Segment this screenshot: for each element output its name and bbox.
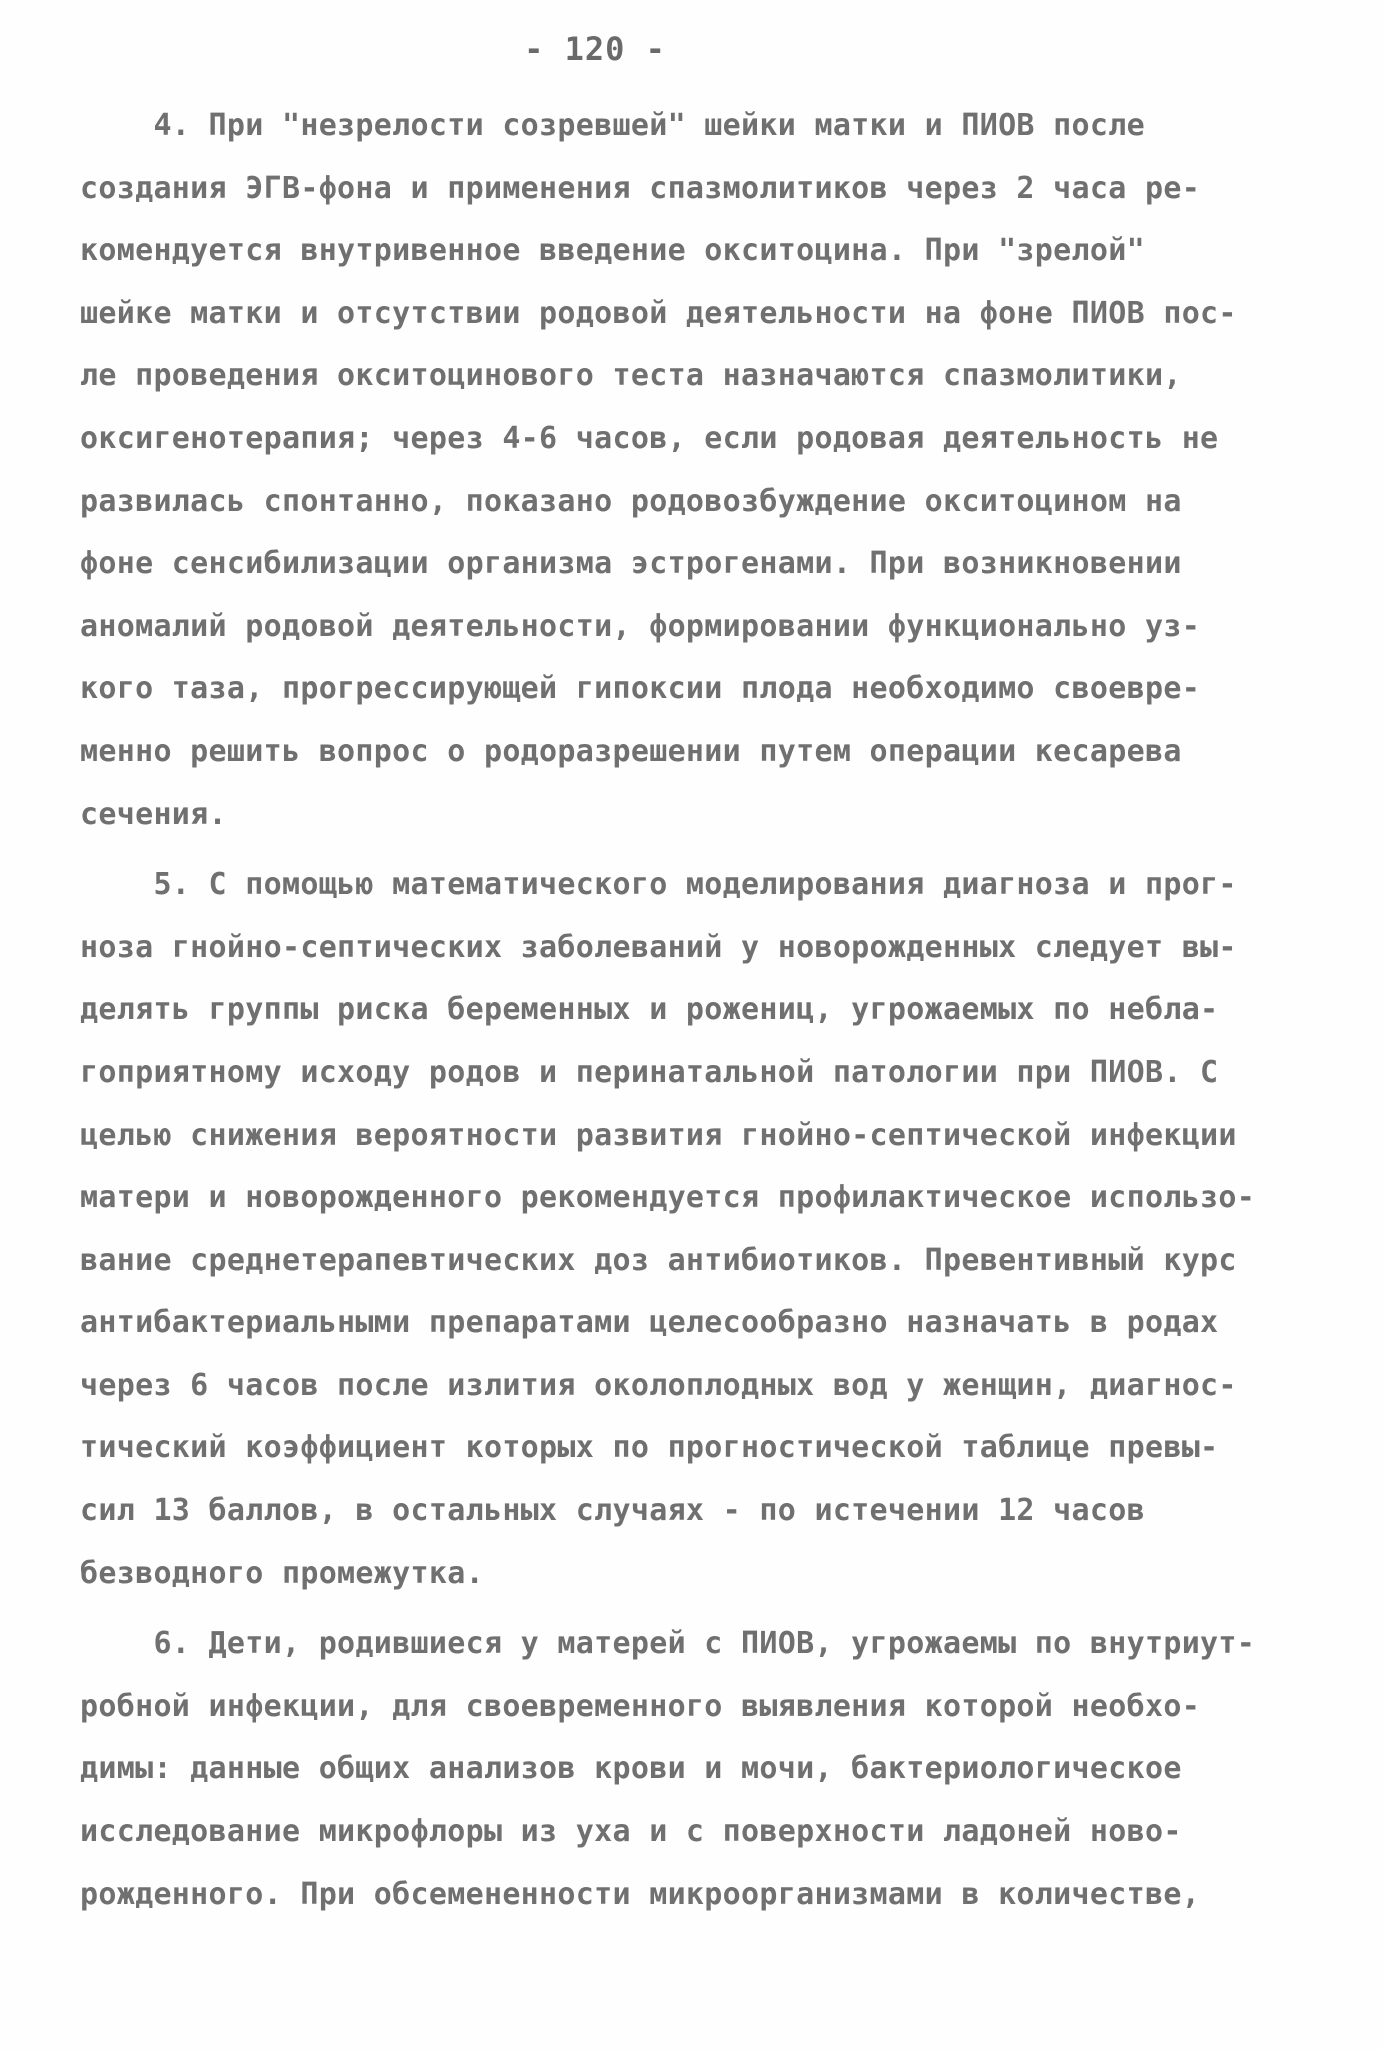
text-line: димы: данные общих анализов крови и мочи, бактериологическое: [80, 1751, 1182, 1787]
text-line: кого таза, прогрессирующей гипоксии плода необходимо своевре-: [80, 671, 1201, 707]
text-line: развилась спонтанно, показано родовозбуждение окситоцином на: [80, 483, 1182, 519]
page-number: - 120 -: [524, 30, 666, 68]
text-line: делять группы риска беременных и рожениц, угрожаемых по небла-: [80, 992, 1219, 1028]
text-line: аномалий родовой деятельности, формировании функционально уз-: [80, 608, 1201, 644]
paragraph-5: [80, 854, 1280, 1605]
text-line: ле проведения окситоцинового теста назначаются спазмолитики,: [80, 358, 1182, 394]
text-line: сечения.: [80, 796, 227, 832]
text-line: ноза гнойно-септических заболеваний у новорожденных следует вы-: [80, 929, 1237, 965]
text-line: оксигенотерапия; через 4-6 часов, если родовая деятельность не: [80, 420, 1219, 456]
paragraph-gap: [80, 1605, 1280, 1613]
text-line: антибактериальными препаратами целесообразно назначать в родах: [80, 1305, 1219, 1341]
text-line: 6. Дети, родившиеся у матерей с ПИОВ, угрожаемы по внутриут-: [80, 1626, 1256, 1662]
text-line: комендуется внутривенное введение окситоцина. При "зрелой": [80, 233, 1145, 269]
text-line: 5. С помощью математического моделирования диагноза и прог-: [80, 867, 1237, 903]
body-text: [80, 95, 1280, 1926]
text-line: менно решить вопрос о родоразрешении путем операции кесарева: [80, 733, 1182, 769]
text-line: шейке матки и отсутствии родовой деятельности на фоне ПИОВ пос-: [80, 295, 1237, 331]
text-line: создания ЭГВ-фона и применения спазмолитиков через 2 часа ре-: [80, 170, 1201, 206]
paragraph-6: [80, 1613, 1280, 1926]
text-line: робной инфекции, для своевременного выявления которой необхо-: [80, 1688, 1201, 1724]
paragraph-gap: [80, 846, 1280, 854]
text-line: 4. При "незрелости созревшей" шейки матки и ПИОВ после: [80, 108, 1145, 143]
text-line: сил 13 баллов, в остальных случаях - по истечении 12 часов: [80, 1493, 1145, 1529]
text-line: гоприятному исходу родов и перинатальной патологии при ПИОВ. С: [80, 1054, 1219, 1090]
text-line: через 6 часов после излития околоплодных вод у женщин, диагнос-: [80, 1367, 1237, 1403]
text-line: целью снижения вероятности развития гнойно-септической инфекции: [80, 1117, 1237, 1153]
text-line: вание среднетерапевтических доз антибиотиков. Превентивный курс: [80, 1242, 1237, 1278]
text-line: матери и новорожденного рекомендуется профилактическое использо-: [80, 1180, 1256, 1216]
text-line: тический коэффициент которых по прогностической таблице превы-: [80, 1430, 1219, 1466]
paragraph-4: [80, 95, 1280, 846]
text-line: безводного промежутка.: [80, 1555, 484, 1591]
text-line: фоне сенсибилизации организма эстрогенами. При возникновении: [80, 546, 1182, 582]
text-line: исследование микрофлоры из уха и с поверхности ладоней ново-: [80, 1814, 1182, 1850]
text-line: рожденного. При обсемененности микроорганизмами в количестве,: [80, 1876, 1201, 1912]
